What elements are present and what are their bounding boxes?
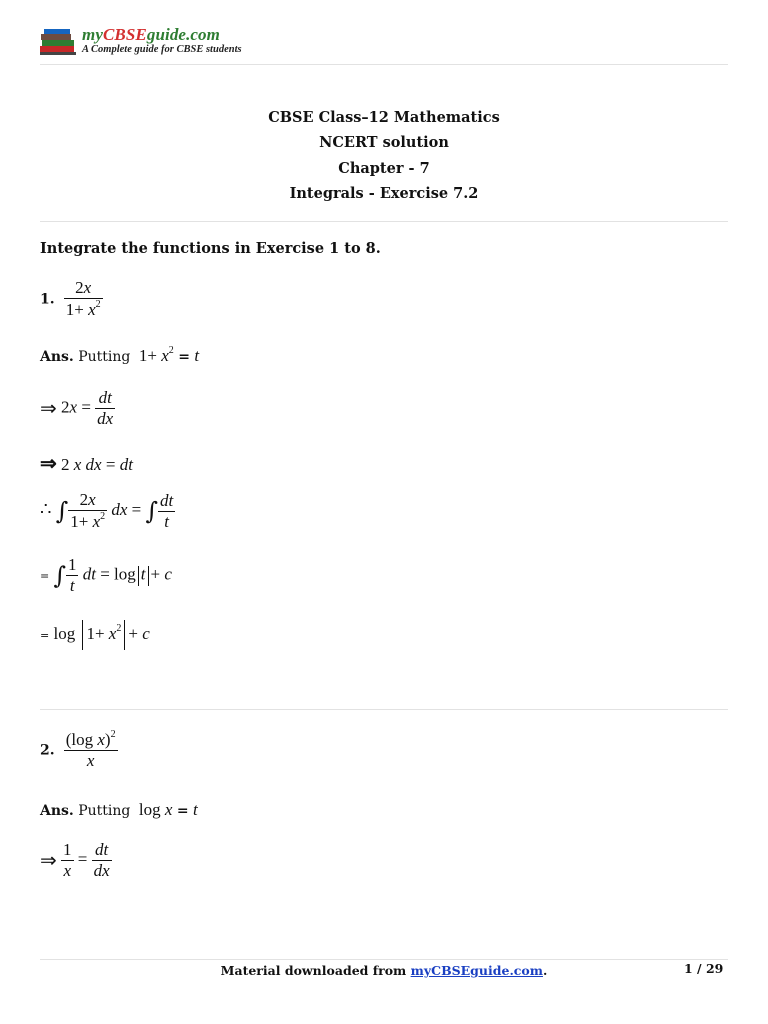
- site-logo[interactable]: [38, 24, 278, 64]
- instruction: Integrate the functions in Exercise 1 to 8.: [40, 240, 381, 257]
- answer-2-putting: Ans. Putting log x = t: [40, 800, 198, 819]
- title-divider: [40, 221, 728, 222]
- header-divider: [40, 64, 728, 65]
- title-exercise: Integrals - Exercise 7.2: [289, 185, 479, 202]
- page-number: 1 / 29: [684, 961, 724, 976]
- site-title: myCBSEguide.com: [82, 25, 220, 44]
- step-1-derivative: ⇒ 2x = $\frac{dt}{dx}$: [40, 388, 114, 428]
- answer-1-putting: Ans. Putting $1+ x^2 = t$: [40, 345, 200, 365]
- question-1: [40, 278, 103, 320]
- question-expression: $\frac{2x}{1+ x^2}$: [65, 278, 101, 319]
- step-1-log: = ∫ $\frac{1}{t}$ dt = log t + c: [40, 555, 172, 595]
- question-expression: $\frac{(\log x)^2}{x}$: [65, 729, 116, 770]
- title-ncert: NCERT solution: [319, 134, 449, 151]
- step-1-result: = $\log 1+ x^2 + c$: [40, 620, 150, 650]
- question-number: 1.: [40, 291, 55, 308]
- question-divider: [40, 709, 728, 710]
- question-2: [40, 729, 118, 771]
- footer-credit: Material downloaded from myCBSEguide.com.: [220, 963, 548, 978]
- books-icon: [38, 28, 78, 58]
- footer-link[interactable]: myCBSEguide.com: [410, 963, 543, 978]
- step-2-derivative: ⇒ $\frac{1}{x}$ = $\frac{dt}{dx}$: [40, 840, 110, 880]
- title-chapter: Chapter - 7: [338, 160, 430, 177]
- footer-divider: [40, 959, 728, 960]
- step-1-integral: ∴ ∫ $\frac{2x}{1+ x^2}$ dx = ∫ $\frac{dt}{t}$: [40, 490, 174, 531]
- step-1-differential: ⇒ 2 x dx = dt: [40, 453, 133, 475]
- site-tagline: A Complete guide for CBSE students: [82, 44, 242, 55]
- title-class: CBSE Class–12 Mathematics: [268, 109, 500, 126]
- question-number: 2.: [40, 742, 55, 759]
